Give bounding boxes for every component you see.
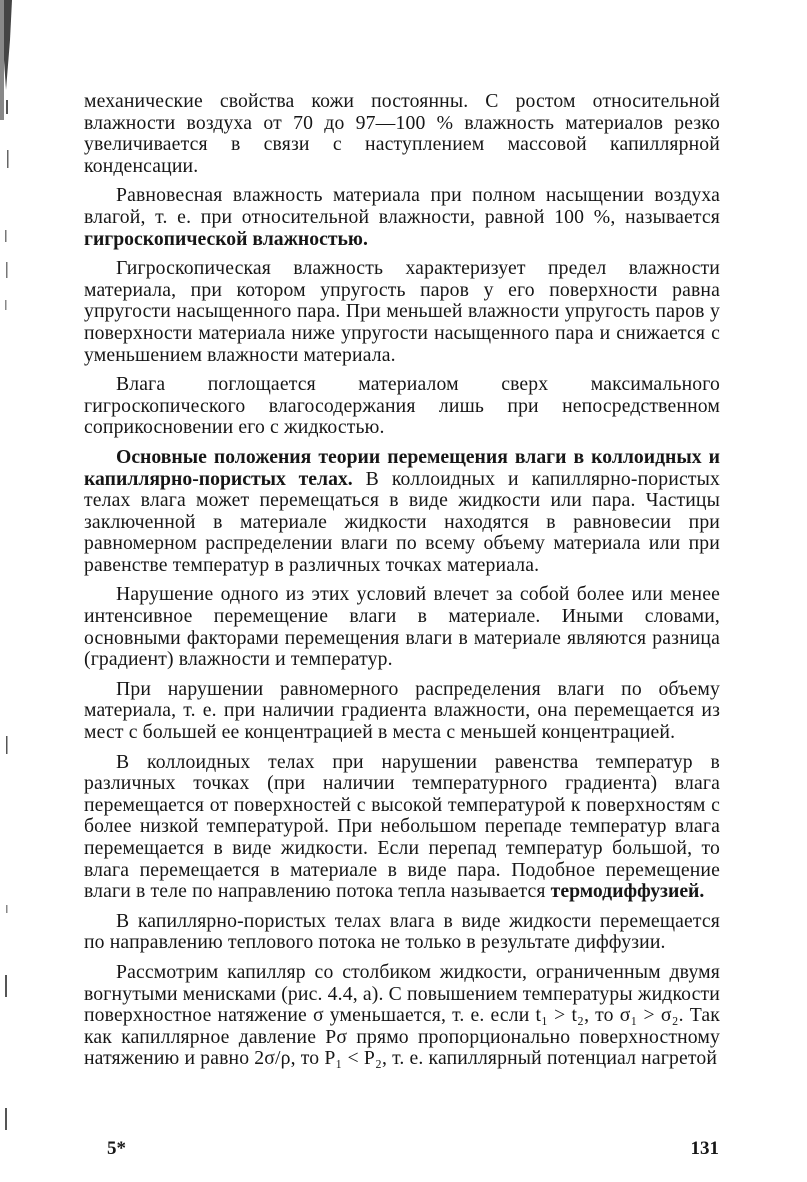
- text-run: Равновесная влажность материала при полном насыщении воздуха влагой, т. е. при относительной влажности, равной 100 %, называется: [84, 184, 720, 228]
- text-run: В коллоидных телах при нарушении равенства температур в различных точках (при наличии температурного градиента) влага перемещается от поверхностей с высокой температурой к поверхностям с более низкой температурой. При небольшом перепаде температур влага перемещается в виде жидкости. Если перепад температур большой, то влага перемещается в материале в виде пара. Подобное перемещение влаги в теле по направлению потока тепла называется: [84, 750, 720, 903]
- scan-edge-artifact: [0, 0, 40, 1182]
- paragraph: [84, 447, 720, 577]
- bold-term: термодиффузией.: [550, 880, 705, 903]
- paragraph: [84, 584, 720, 670]
- text-run: Рассмотрим капилляр со столбиком жидкости, ограниченным двумя вогнутыми менисками (рис. 4.4, а). С повышением температуры жидкости поверхностное натяжение σ уменьшается, т. е. если t₁ > t₂, то σ₁ > σ₂. Так как капиллярное давление Pσ прямо пропорционально поверхностному натяжению и равно 2σ/ρ, то P₁ < P₂, т. е. капиллярный потенциал нагретой: [84, 960, 720, 1070]
- printer-signature: 5*: [107, 1138, 126, 1159]
- paragraph: [84, 752, 720, 903]
- text-run: Гигроскопическая влажность характеризует предел влажности материала, при котором упругость паров у его поверхности равна упругости насыщенного пара. При меньшей влажности упругость паров у поверхности материала ниже упругости насыщенного пара и снижается с уменьшением влажности материала.: [84, 257, 720, 366]
- paragraph: [84, 374, 720, 439]
- paragraph: [84, 911, 720, 954]
- bold-term: гигроскопической влажностью.: [84, 227, 368, 250]
- text-run: Влага поглощается материалом сверх максимального гигроскопического влагосодержания лишь при непосредственном соприкосновении его с жидкостью.: [84, 373, 720, 439]
- paragraph: [84, 185, 720, 250]
- text-run: Нарушение одного из этих условий влечет за собой более или менее интенсивное перемещение влаги в материале. Иными словами, основными факторами перемещения влаги в материале являются разница (градиент) влажности и температур.: [84, 583, 720, 671]
- paragraph: [84, 91, 720, 177]
- bold-term: Основные положения теории перемещения влаги в коллоидных и капиллярно-пористых телах.: [84, 445, 720, 490]
- paragraph: [84, 962, 720, 1070]
- page-number: 131: [690, 1138, 719, 1159]
- text-run: В коллоидных и капиллярно-пористых телах влага может перемещаться в виде жидкости или пара. Частицы заключенной в материале жидкости находятся в равновесии при равномерном распределении влаги по всему объему материала или при равенстве температур в различных точках материала.: [84, 467, 720, 576]
- page-text: [84, 91, 720, 1078]
- paragraph: [84, 679, 720, 744]
- paragraph: [84, 258, 720, 366]
- text-run: механические свойства кожи постоянны. С ростом относительной влажности воздуха от 70 до 97—100 % влажность материалов резко увеличивается в связи с наступлением массовой капиллярной конденсации.: [84, 90, 720, 177]
- text-run: При нарушении равномерного распределения влаги по объему материала, т. е. при наличии градиента влажности, она перемещается из мест с большей ее концентрацией в места с меньшей концентрацией.: [84, 677, 720, 744]
- text-run: В капиллярно-пористых телах влага в виде жидкости перемещается по направлению теплового потока не только в результате диффузии.: [84, 909, 720, 954]
